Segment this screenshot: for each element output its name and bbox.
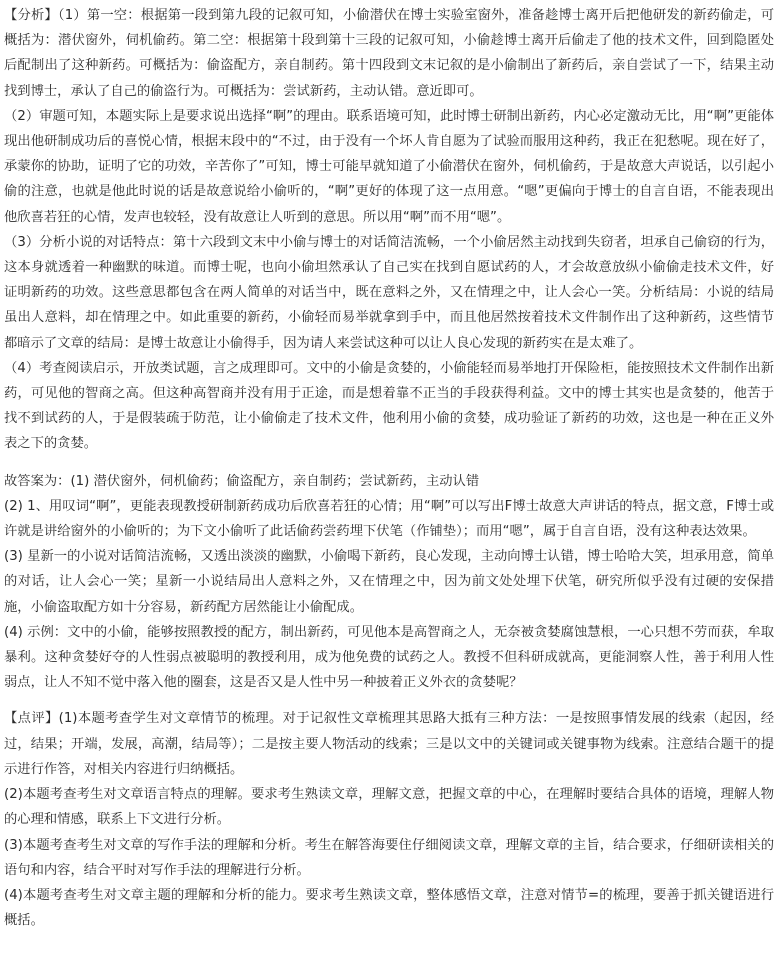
section-divider <box>4 695 774 706</box>
answer-4: (4) 示例：文中的小偷，能够按照教授的配方，制出新药，可见他本是高智商之人，无奈被贪婪腐蚀慧根，一心只想不劳而获，牟取暴利。这种贪婪好夺的人性弱点被聪明的教授利用，成为他免费的试药之人。教授不但科研成就高，更能洞察人性，善于利用人性弱点，让人不知不觉中落入他的圈套，这是否又是人性中另一种披着正义外衣的贪婪呢？ <box>4 624 774 691</box>
comment-1: 【点评】(1)本题考查学生对文章情节的梳理。对于记叙性文章梳理其思路大抵有三种方法：一是按照事情发展的线索（起因，经过，结果；开端，发展，高潮，结局等）；二是按主要人物活动的线索；三是以文中的关键词或关键事物为线索。注意结合题干的提示进行作答，对相关内容进行归纳概括。 <box>4 711 774 777</box>
answer-1: 故答案为：(1) 潜伏窗外，伺机偷药；偷盗配方，亲自制药；尝试新药，主动认错 <box>4 473 480 489</box>
comment-2: (2)本题考查考生对文章语言特点的理解。要求考生熟读文章，理解文意，把握文章的中心，在理解时要结合具体的语境，理解人物的心理和情感，联系上下文进行分析。 <box>4 787 774 828</box>
analysis-part-3: （3）分析小说的对话特点：第十六段到文末中小偷与博士的对话简洁流畅，一个小偷居然主动找到失窃者，坦承自己偷窃的行为，这本身就透着一种幽默的味道。而博士呢，也向小偷坦然承认了自己实在找到自愿试药的人，才会故意放纵小偷偷走技术文件，好证明新药的功效。这些意思都包含在两人简单的对话当中，既在意料之外，又在情理之中，让人会心一笑。分析结局：小说的结局虽出人意料，却在情理之中。如此重要的新药，小偷轻而易举就拿到手中，而且他居然按着技术文件制作出了这种新药，这些情节都暗示了文章的结局：是博士故意让小偷得手，因为请人来尝试这种可以让人良心发现的新药实在是太难了。 <box>4 234 774 351</box>
analysis-part-1: 【分析】（1）第一空：根据第一段到第九段的记叙可知，小偷潜伏在博士实验室窗外，准备趁博士离开后把他研发的新药偷走，可概括为：潜伏窗外，伺机偷药。第二空：根据第十段到第十三段的记叙可知，小偷趁博士离开后偷走了他的技术文件，回到隐匿处后配制出了这种新药。可概括为：偷盗配方，亲自制药。第十四段到文末记叙的是小偷制出了新药后，亲自尝试了一下，结果主动找到博士，承认了自己的偷盗行为。可概括为：尝试新药，主动认错。意近即可。 <box>4 8 774 99</box>
analysis-part-4: （4）考查阅读启示，开放类试题，言之成理即可。文中的小偷是贪婪的，小偷能轻而易举地打开保险柜，能按照技术文件制作出新药，可见他的智商之高。但这种高智商并没有用于正途，而是想着靠不正当的手段获得利益。文中的博士其实也是贪婪的，他苦于找不到试药的人，于是假装疏于防范，让小偷偷走了技术文件，他利用小偷的贪婪，成功验证了新药的功效，这也是一种在正义外表之下的贪婪。 <box>4 360 774 452</box>
answer-2: (2) 1、用叹词“啊”，更能表现教授研制新药成功后欣喜若狂的心情；用“啊”可以写出F博士故意大声讲话的特点，据文意，F博士或许就是讲给窗外的小偷听的；为下文小偷听了此话偷药尝药埋下伏笔（作铺垫）；而用“嗯”，属于自言自语，没有这种表达效果。 <box>4 498 774 540</box>
answer-3: (3) 星新一的小说对话简洁流畅，又透出淡淡的幽默，小偷喝下新药，良心发现，主动向博士认错，博士哈哈大笑，坦承用意，简单的对话，让人会心一笑；星新一小说结局出人意料之外，又在情理之中，因为前文处处埋下伏笔，研究所似乎没有过硬的安保措施，小偷盗取配方如十分容易，新药配方居然能让小偷配成。 <box>4 549 774 615</box>
analysis-part-2: （2）审题可知，本题实际上是要求说出选择“啊”的理由。联系语境可知，此时博士研制出新药，内心必定激动无比，用“啊”更能体现出他研制成功后的喜悦心情，根据末段中的“不过，由于没有一个坏人肯自愿为了试验而服用这种药，我正在犯愁呢。现在好了，承蒙你的协助，证明了它的功效，辛苦你了”可知，博士可能早就知道了小偷潜伏在窗外，伺机偷药，于是故意大声说话，以引起小偷的注意，也就是他此时说的话是故意说给小偷听的，“啊”更好的体现了这一点用意。“嗯”更偏向于博士的自言自语，不能表现出他欣喜若狂的心情，发声也较轻，没有故意让人听到的意思。所以用“啊”而不用“嗯”。 <box>4 108 774 225</box>
section-divider <box>4 457 774 469</box>
comment-3: (3)本题考查考生对文章的写作手法的理解和分析。考生在解答海要住仔细阅读文章，理解文章的主旨，结合要求，仔细研读相关的语句和内容，结合平时对写作手法的理解进行分析。 <box>4 837 774 878</box>
comment-4: (4)本题考查考生对文章主题的理解和分析的能力。要求考生熟读文章，整体感悟文章，注意对情节=的梳理，要善于抓关键语进行概括。 <box>4 887 774 929</box>
